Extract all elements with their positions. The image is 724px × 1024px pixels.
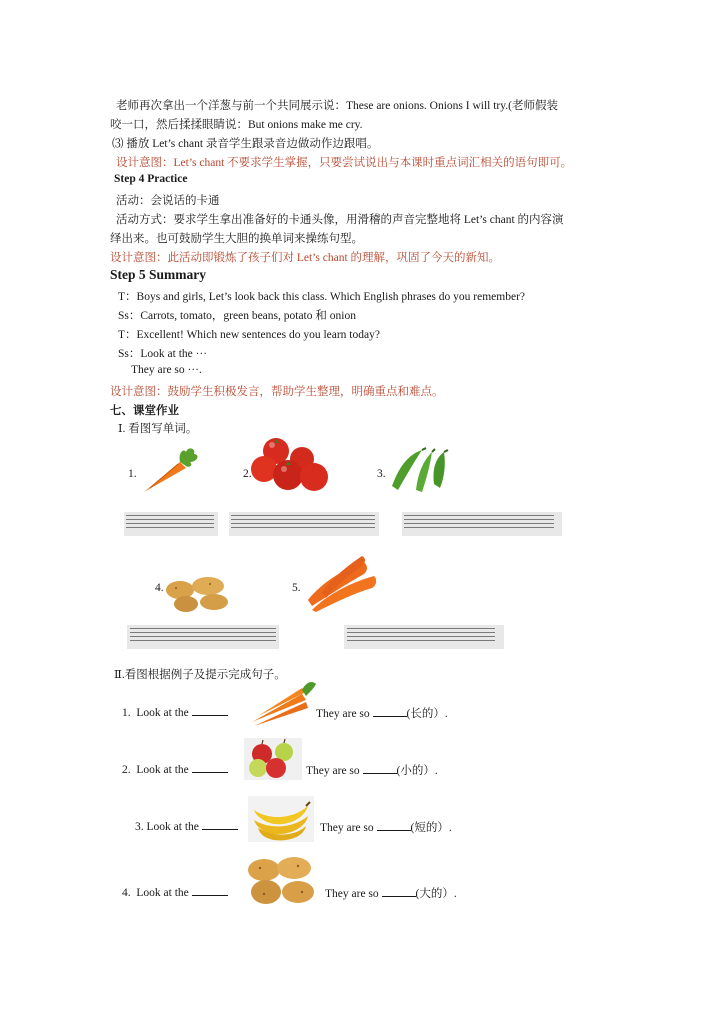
step5-students-2: Ss：Look at the ··· xyxy=(118,348,208,360)
part2-item-4: 4. Look at the xyxy=(122,885,228,899)
carrot-icon xyxy=(140,446,200,499)
carrot-icon xyxy=(248,680,318,731)
part1-num-2: 2. xyxy=(243,468,252,480)
intro-line-1: 老师再次拿出一个洋葱与前一个共同展示说：These are onions. Onions I will try.(老师假装 xyxy=(116,100,558,112)
part2-title: Ⅱ.看图根据例子及提示完成句子。 xyxy=(114,669,286,681)
step5-students-3: They are so ···. xyxy=(131,364,202,376)
answer-blank[interactable] xyxy=(192,762,228,773)
answer-blank[interactable] xyxy=(192,885,228,896)
intro-line-3: ⑶ 播放 Let’s chant 录音学生跟录音边做动作边跟唱。 xyxy=(112,138,379,150)
part1-num-3: 3. xyxy=(377,468,386,480)
step4-method-2: 绎出来。也可鼓励学生大胆的换单词来操练句型。 xyxy=(110,233,363,245)
part1-num-4: 4. xyxy=(155,582,164,594)
part2-item-1: 1. Look at the xyxy=(122,705,228,719)
step5-teacher-1: T：Boys and girls, Let’s look back this class. Which English phrases do you remember? xyxy=(118,291,526,303)
step5-teacher-2: T：Excellent! Which new sentences do you learn today? xyxy=(118,329,380,341)
part2-item-2-so: They are so (小的）. xyxy=(306,765,438,777)
part1-num-5: 5. xyxy=(292,582,301,594)
part2-item-1-so: They are so (长的）. xyxy=(316,708,448,720)
step4-title: Step 4 Practice xyxy=(114,173,188,185)
answer-blank[interactable] xyxy=(382,886,416,897)
apples-icon xyxy=(244,738,302,783)
part2-item-3-so: They are so (短的）. xyxy=(320,822,452,834)
carrots-icon xyxy=(302,552,384,617)
step5-students-1: Ss：Carrots, tomato，green beans, potato 和 onion xyxy=(118,310,356,322)
part2-item-2: 2. Look at the xyxy=(122,762,228,776)
step5-title: Step 5 Summary xyxy=(110,267,207,282)
design-note-1: 设计意图：Let’s chant 不要求学生掌握，只要尝试说出与本课时重点词汇相关的语句即可。 xyxy=(116,157,573,169)
homework-title: 七、课堂作业 xyxy=(110,405,179,417)
green-beans-icon xyxy=(388,446,456,497)
part2-item-4-so: They are so (大的）. xyxy=(325,888,457,900)
part1-title: Ⅰ. 看图写单词。 xyxy=(118,423,198,435)
bananas-icon xyxy=(248,796,314,845)
step4-method-1: 活动方式：要求学生拿出准备好的卡通头像，用滑稽的声音完整地将 Let’s chant 的内容演 xyxy=(116,214,564,226)
answer-blank[interactable] xyxy=(363,763,397,774)
design-note-3: 设计意图：鼓励学生积极发言，帮助学生整理，明确重点和难点。 xyxy=(110,386,444,398)
step4-activity: 活动：会说话的卡通 xyxy=(116,195,220,207)
potatoes-icon xyxy=(162,574,238,617)
tomatoes-icon xyxy=(248,435,330,498)
answer-blank[interactable] xyxy=(202,819,238,830)
intro-line-2: 咬一口，然后揉揉眼睛说：But onions make me cry. xyxy=(110,119,363,131)
answer-blank[interactable] xyxy=(377,820,411,831)
answer-blank[interactable] xyxy=(192,705,228,716)
potatoes-icon xyxy=(242,852,320,911)
answer-blank[interactable] xyxy=(373,706,407,717)
design-note-2: 设计意图：此活动即锻炼了孩子们对 Let’s chant 的理解，巩固了今天的新知。 xyxy=(110,252,501,264)
part2-item-3: 3. Look at the xyxy=(135,819,238,833)
part1-num-1: 1. xyxy=(128,468,137,480)
